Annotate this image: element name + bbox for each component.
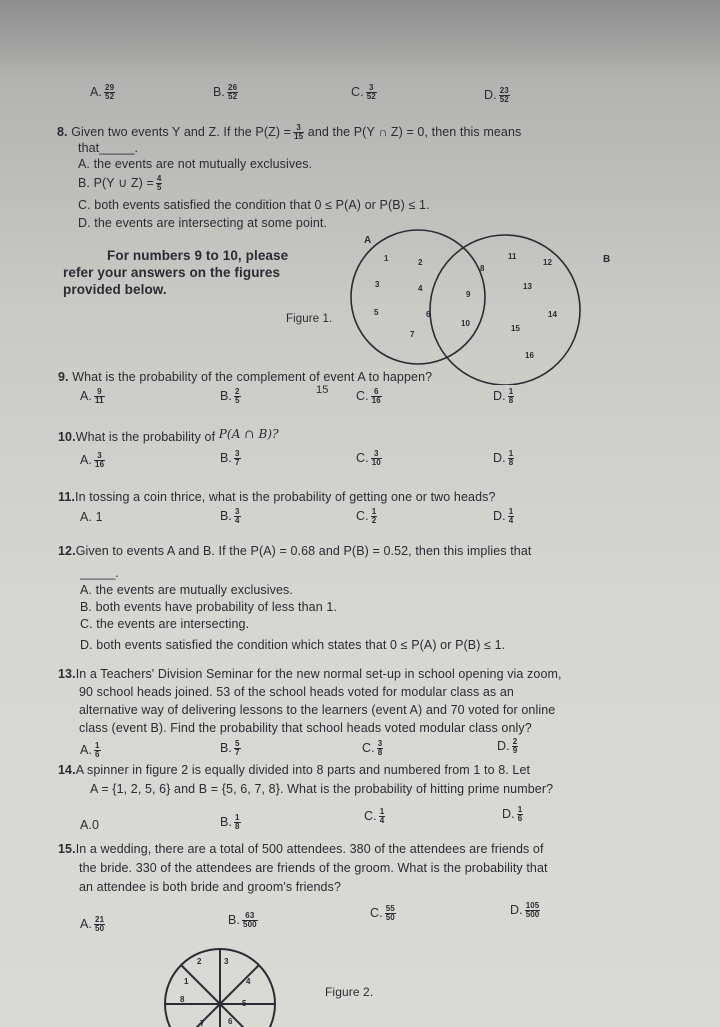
q15-option-a: A. $\frac{21}{50}$ [80,915,105,933]
q11-option-c: C. $\frac{1}{2}$ [356,507,377,525]
region-number: 9 [466,290,471,299]
figure1-caption: Figure 1. [286,313,333,325]
q8-option-c: C. both events satisfied the condition that 0 ≤ P(A) or P(B) ≤ 1. [78,198,430,212]
q7-option-a: A. $\frac{29}{52}$ [90,83,115,101]
q11-stem: 11.In tossing a coin thrice, what is the probability of getting one or two heads? [58,490,496,504]
q7-option-b: B. $\frac{26}{52}$ [213,83,238,101]
spinner-number: 8 [180,995,185,1004]
q11-option-d: D. $\frac{1}{4}$ [493,507,514,525]
region-number: 5 [374,308,379,317]
q14-stem-line-2: A = {1, 2, 5, 6} and B = {5, 6, 7, 8}. What is the probability of hitting prime number? [90,782,554,796]
instructions-line-1: For numbers 9 to 10, please [107,248,289,263]
q8-stem: 8. Given two events Y and Z. If the P(Z) = $\frac{3}{15}$ and the P(Y ∩ Z) = 0, then this means [57,123,522,141]
q14-option-d: D. $\frac{1}{6}$ [502,805,523,823]
region-number: 4 [418,284,423,293]
set-a-label: A [364,235,372,246]
instructions-line-3: provided below. [63,282,167,297]
q13-option-b: B. $\frac{5}{7}$ [220,739,240,757]
q13-option-d: D. $\frac{2}{9}$ [497,737,518,755]
region-number: 1 [384,254,389,263]
figure2-spinner [162,944,282,1027]
q8-stem-line2: that_____. [78,141,139,155]
q14-option-a: A.0 [80,818,100,832]
q8-option-a: A. the events are not mutually exclusives. [78,157,313,171]
q9-extra-number: 15 [316,384,329,396]
q13-option-c: C. $\frac{3}{8}$ [362,739,383,757]
q7-option-c: C. $\frac{3}{52}$ [351,83,376,101]
q12-option-a: A. the events are mutually exclusives. [80,583,293,597]
region-number: 8 [480,264,485,273]
q15-stem-line-1: 15.In a wedding, there are a total of 500 attendees. 380 of the attendees are friends of [58,842,544,856]
q9-option-d: D. $\frac{1}{8}$ [493,387,514,405]
set-b-circle [430,235,580,385]
q13-stem-line-1: 13.In a Teachers' Division Seminar for the new normal set-up in school opening via zoom, [58,667,562,681]
region-number: 11 [508,252,517,261]
figure1-venn-diagram [340,225,620,385]
set-b-label: B [603,254,611,265]
spinner-number: 6 [228,1017,233,1026]
region-number: 14 [548,310,557,319]
q10-stem: 10.What is the probability of P(A ∩ B)? [58,427,279,444]
q10-option-a: A. $\frac{3}{16}$ [80,451,105,469]
region-number: 10 [461,319,470,328]
q11-option-a: A. 1 [80,510,103,524]
q15-option-b: B. $\frac{63}{500}$ [228,911,257,929]
set-a-circle [351,230,485,364]
q13-stem-line-2: 90 school heads joined. 53 of the school heads voted for modular class as an [79,685,514,699]
region-number: 13 [523,282,532,291]
q9-stem: 9. What is the probability of the complement of event A to happen? [58,370,433,384]
q12-blank: _____. [80,566,119,580]
q8-option-b: B. P(Y ∪ Z) = $\frac{4}{5}$ [78,174,162,192]
region-number: 16 [525,351,534,360]
q15-option-c: C. $\frac{55}{50}$ [370,904,395,922]
q13-option-a: A. $\frac{1}{6}$ [80,741,100,759]
q9-option-c: C. $\frac{6}{16}$ [356,387,381,405]
instructions-line-2: refer your answers on the figures [63,265,281,280]
region-number: 7 [410,330,415,339]
q10-option-b: B. $\frac{3}{7}$ [220,449,240,467]
q15-stem-line-3: an attendee is both bride and groom's friends? [79,880,342,894]
q14-option-b: B. $\frac{1}{8}$ [220,813,240,831]
q8-option-d: D. the events are intersecting at some point. [78,216,328,230]
q14-option-c: C. $\frac{1}{4}$ [364,807,385,825]
region-number: 6 [426,310,431,319]
q13-stem-line-4: class (event B). Find the probability that school heads voted modular class only? [79,721,532,735]
q7-option-d: D. $\frac{23}{52}$ [484,86,509,104]
q15-stem-line-2: the bride. 330 of the attendees are friends of the groom. What is the probability that [79,861,548,875]
spinner-number: 2 [197,957,202,966]
q12-option-b: B. both events have probability of less than 1. [80,600,337,614]
q12-stem: 12.Given to events A and B. If the P(A) = 0.68 and P(B) = 0.52, then this implies that [58,544,532,558]
figure2-caption: Figure 2. [325,985,374,999]
region-number: 12 [543,258,552,267]
q15-option-d: D. $\frac{105}{500}$ [510,901,540,919]
spinner-number: 3 [224,957,229,966]
spinner-number: 7 [200,1019,205,1027]
q14-stem-line-1: 14.A spinner in figure 2 is equally divided into 8 parts and numbered from 1 to 8. Let [58,763,531,777]
q9-option-a: A. $\frac{9}{11}$ [80,387,104,405]
q13-stem-line-3: alternative way of delivering lessons to the learners (event A) and 70 voted for online [79,703,556,717]
q9-option-b: B. $\frac{2}{5}$ [220,387,240,405]
spinner-number: 5 [242,999,247,1008]
q12-option-c: C. the events are intersecting. [80,617,250,631]
q11-option-b: B. $\frac{3}{4}$ [220,507,240,525]
region-number: 2 [418,258,423,267]
q10-option-c: C. $\frac{3}{10}$ [356,449,381,467]
region-number: 15 [511,324,520,333]
region-number: 3 [375,280,380,289]
spinner-number: 1 [184,977,189,986]
q10-option-d: D. $\frac{1}{8}$ [493,449,514,467]
q12-option-d: D. both events satisfied the condition which states that 0 ≤ P(A) or P(B) ≤ 1. [80,638,506,652]
spinner-number: 4 [246,977,251,986]
